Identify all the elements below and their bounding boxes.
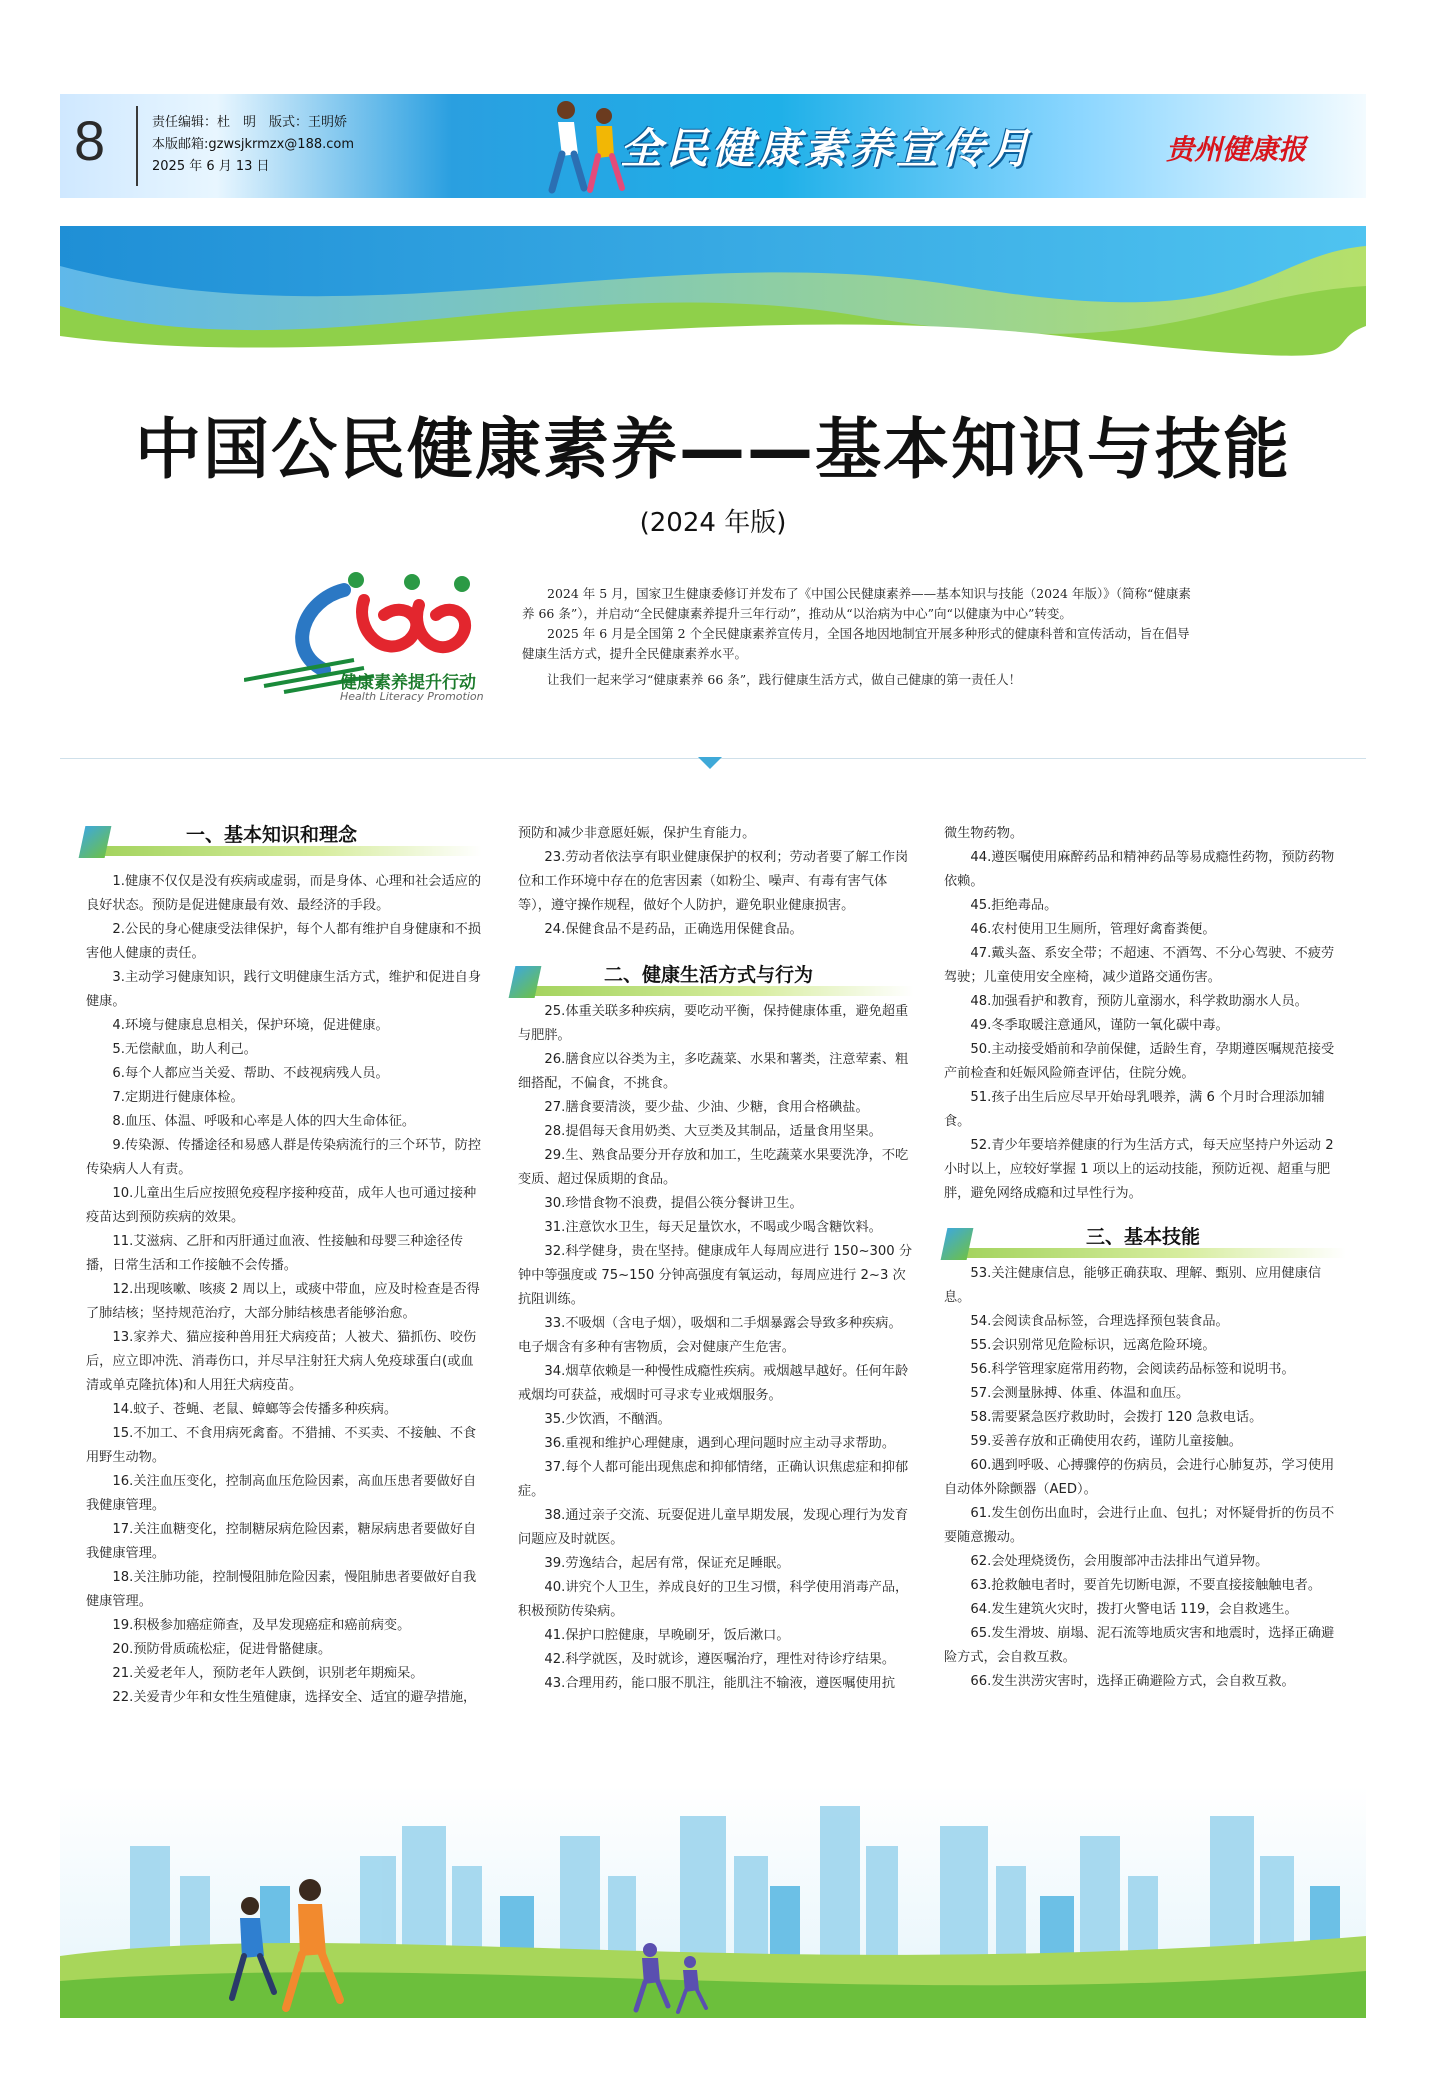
list-item: 24.保健食品不是药品，正确选用保健食品。 xyxy=(544,922,803,937)
column-1 xyxy=(86,870,482,1710)
list-item: 28.提倡每天食用奶类、大豆类及其制品，适量食用坚果。 xyxy=(544,1124,882,1139)
list-item: 66.发生洪涝灾害时，选择正确避险方式，会自救互救。 xyxy=(970,1674,1295,1689)
list-item: 63.抢救触电者时，要首先切断电源，不要直接接触触电者。 xyxy=(970,1578,1322,1593)
list-item: 8.血压、体温、呼吸和心率是人体的四大生命体征。 xyxy=(112,1114,416,1129)
list-item: 39.劳逸结合，起居有常，保证充足睡眠。 xyxy=(544,1556,790,1571)
list-item: 6.每个人都应当关爱、帮助、不歧视病残人员。 xyxy=(112,1066,389,1081)
logo-name-cn: 健康素养提升行动 xyxy=(340,673,476,693)
list-item: 43.合理用药，能口服不肌注，能肌注不输液，遵医嘱使用抗 xyxy=(544,1676,896,1691)
list-item: 31.注意饮水卫生，每天足量饮水，不喝或少喝含糖饮料。 xyxy=(544,1220,882,1235)
list-item: 17.关注血糖变化，控制糖尿病危险因素，糖尿病患者要做好自我健康管理。 xyxy=(86,1522,477,1561)
list-item: 64.发生建筑火灾时，拨打火警电话 119，会自救逃生。 xyxy=(970,1602,1298,1617)
list-item: 3.主动学习健康知识，践行文明健康生活方式，维护和促进自身健康。 xyxy=(86,970,482,1009)
list-item: 57.会测量脉搏、体重、体温和血压。 xyxy=(970,1386,1190,1401)
masthead-info xyxy=(152,112,354,178)
list-item: 1.健康不仅仅是没有疾病或虚弱，而是身体、心理和社会适应的良好状态。预防是促进健康最有效、最经济的手段。 xyxy=(86,874,482,913)
list-item: 59.妥善存放和正确使用农药，谨防儿童接触。 xyxy=(970,1434,1242,1449)
list-item: 47.戴头盔、系安全带；不超速、不酒驾、不分心驾驶、不疲劳驾驶；儿童使用安全座椅，减少道路交通伤害。 xyxy=(944,946,1335,985)
list-item: 37.每个人都可能出现焦虑和抑郁情绪，正确认识焦虑症和抑郁症。 xyxy=(518,1460,909,1499)
logo-name-en: Health Literacy Promotion xyxy=(340,690,484,703)
list-item: 13.家养犬、猫应接种兽用狂犬病疫苗；人被犬、猫抓伤、咬伤后，应立即冲洗、消毒伤口，并尽早注射狂犬病人免疫球蛋白(或血清或单克隆抗体)和人用狂犬病疫苗。 xyxy=(86,1330,477,1393)
list-item: 29.生、熟食品要分开存放和加工，生吃蔬菜水果要洗净，不吃变质、超过保质期的食品。 xyxy=(518,1148,909,1187)
list-item: 16.关注血压变化，控制高血压危险因素，高血压患者要做好自我健康管理。 xyxy=(86,1474,477,1513)
editor-email: 本版邮箱:gzwsjkrmzx@188.com xyxy=(152,137,355,152)
list-item-continued: 预防和减少非意愿妊娠，保护生育能力。 xyxy=(518,826,756,841)
list-item: 36.重视和维护心理健康，遇到心理问题时应主动寻求帮助。 xyxy=(544,1436,896,1451)
list-item: 19.积极参加癌症筛查，及早发现癌症和癌前病变。 xyxy=(112,1618,411,1633)
list-item: 60.遇到呼吸、心搏骤停的伤病员，会进行心肺复苏，学习使用自动体外除颤器（AED）。 xyxy=(944,1458,1335,1497)
list-item: 52.青少年要培养健康的行为生活方式，每天应坚持户外运动 2 小时以上，应较好掌握 1 项以上的运动技能，预防近视、超重与肥胖，避免网络成瘾和过早性行为。 xyxy=(944,1138,1334,1201)
list-item: 20.预防骨质疏松症，促进骨骼健康。 xyxy=(112,1642,332,1657)
list-item: 23.劳动者依法享有职业健康保护的权利；劳动者要了解工作岗位和工作环境中存在的危害因素（如粉尘、噪声、有毒有害气体等），遵守操作规程，做好个人防护，避免职业健康损害。 xyxy=(518,850,909,913)
list-item: 11.艾滋病、乙肝和丙肝通过血液、性接触和母婴三种途径传播，日常生活和工作接触不会传播。 xyxy=(86,1234,464,1273)
list-item: 58.需要紧急医疗救助时，会拨打 120 急救电话。 xyxy=(970,1410,1263,1425)
masthead xyxy=(60,94,1366,198)
column-title: 全民健康素养宣传月 xyxy=(620,124,1035,173)
list-item: 18.关注肺功能，控制慢阻肺危险因素，慢阻肺患者要做好自我健康管理。 xyxy=(86,1570,477,1609)
list-item: 32.科学健身，贵在坚持。健康成年人每周应进行 150~300 分钟中等强度或 75~150 分钟高强度有氧运动，每周应进行 2~3 次抗阻训练。 xyxy=(518,1244,913,1307)
list-item: 30.珍惜食物不浪费，提倡公筷分餐讲卫生。 xyxy=(544,1196,803,1211)
page-title: 中国公民健康素养——基本知识与技能 xyxy=(135,411,1291,488)
list-item: 15.不加工、不食用病死禽畜。不猎捕、不买卖、不接触、不食用野生动物。 xyxy=(86,1426,477,1465)
list-item: 5.无偿献血，助人利己。 xyxy=(112,1042,257,1057)
list-item: 10.儿童出生后应按照免疫程序接种疫苗，成年人也可通过接种疫苗达到预防疾病的效果。 xyxy=(86,1186,477,1225)
edition-label: (2024 年版) xyxy=(639,508,787,538)
page-number: 8 xyxy=(74,109,106,172)
issue-date: 2025 年 6 月 13 日 xyxy=(152,159,270,174)
column-2 xyxy=(518,822,914,1696)
list-item: 50.主动接受婚前和孕前保健，适龄生育，孕期遵医嘱规范接受产前检查和妊娠风险筛查评估，住院分娩。 xyxy=(944,1042,1335,1081)
masthead-divider xyxy=(136,106,138,186)
list-item: 62.会处理烧烫伤，会用腹部冲击法排出气道异物。 xyxy=(970,1554,1269,1569)
list-item: 26.膳食应以谷类为主，多吃蔬菜、水果和薯类，注意荤素、粗细搭配，不偏食，不挑食。 xyxy=(518,1052,909,1091)
list-item: 27.膳食要清淡，要少盐、少油、少糖，食用合格碘盐。 xyxy=(544,1100,869,1115)
wave-banner xyxy=(60,226,1366,366)
list-item: 46.农村使用卫生厕所，管理好禽畜粪便。 xyxy=(970,922,1216,937)
divider-arrow-icon xyxy=(698,757,722,769)
list-item: 40.讲究个人卫生，养成良好的卫生习惯，科学使用消毒产品，积极预防传染病。 xyxy=(518,1580,909,1619)
list-item: 56.科学管理家庭常用药物，会阅读药品标签和说明书。 xyxy=(970,1362,1295,1377)
list-item: 49.冬季取暖注意通风，谨防一氧化碳中毒。 xyxy=(970,1018,1229,1033)
section-title: 三、基本技能 xyxy=(1086,1226,1201,1248)
newspaper-brand: 贵州健康报 xyxy=(1165,133,1306,166)
list-item: 33.不吸烟（含电子烟），吸烟和二手烟暴露会导致多种疾病。电子烟含有多种有害物质，会对健康产生危害。 xyxy=(518,1316,902,1355)
list-item: 4.环境与健康息息相关，保护环境，促进健康。 xyxy=(112,1018,389,1033)
list-item-continued: 微生物药物。 xyxy=(944,826,1024,841)
list-item: 9.传染源、传播途径和易感人群是传染病流行的三个环节，防控传染病人人有责。 xyxy=(86,1138,482,1177)
list-item: 42.科学就医，及时就诊，遵医嘱治疗，理性对待诊疗结果。 xyxy=(544,1652,896,1667)
section-heading-basic-knowledge xyxy=(82,820,482,864)
list-item: 34.烟草依赖是一种慢性成瘾性疾病。戒烟越早越好。任何年龄戒烟均可获益，戒烟时可寻求专业戒烟服务。 xyxy=(518,1364,909,1403)
intro-paragraph: 2025 年 6 月是全国第 2 个全民健康素养宣传月，全国各地因地制宜开展多种形式的健康科普和宣传活动，旨在倡导健康生活方式，提升全民健康素养水平。 xyxy=(522,626,1190,661)
intro-text xyxy=(522,584,1202,690)
list-item: 35.少饮酒，不酗酒。 xyxy=(544,1412,671,1427)
column-3 xyxy=(944,822,1340,1694)
list-item: 65.发生滑坡、崩塌、泥石流等地质灾害和地震时，选择正确避险方式，会自救互救。 xyxy=(944,1626,1335,1665)
editor-credit: 责任编辑：杜 明 版式：王明娇 xyxy=(152,115,348,130)
section-title: 二、健康生活方式与行为 xyxy=(604,964,814,986)
list-item: 44.遵医嘱使用麻醉药品和精神药品等易成瘾性药物，预防药物依赖。 xyxy=(944,850,1335,889)
list-item: 48.加强看护和教育，预防儿童溺水，科学救助溺水人员。 xyxy=(970,994,1308,1009)
list-item: 53.关注健康信息，能够正确获取、理解、甄别、应用健康信息。 xyxy=(944,1266,1322,1305)
list-item: 51.孩子出生后应尽早开始母乳喂养，满 6 个月时合理添加辅食。 xyxy=(944,1090,1325,1129)
list-item: 14.蚊子、苍蝇、老鼠、蟑螂等会传播多种疾病。 xyxy=(112,1402,398,1417)
intro-paragraph: 2024 年 5 月，国家卫生健康委修订并发布了《中国公民健康素养——基本知识与技能（2024 年版）》（简称“健康素养 66 条”），并启动“全民健康素养提升三年行动”，推动从“以治病为中心”向“以健康为中心”转变。 xyxy=(522,586,1191,621)
list-item: 38.通过亲子交流、玩耍促进儿童早期发展，发现心理行为发育问题应及时就医。 xyxy=(518,1508,909,1547)
list-item: 61.发生创伤出血时，会进行止血、包扎；对怀疑骨折的伤员不要随意搬动。 xyxy=(944,1506,1335,1545)
list-item: 41.保护口腔健康，早晚刷牙，饭后漱口。 xyxy=(544,1628,790,1643)
city-skyline-illustration xyxy=(60,1786,1366,2018)
list-item: 45.拒绝毒品。 xyxy=(970,898,1058,913)
intro-paragraph: 让我们一起来学习“健康素养 66 条”，践行健康生活方式，做自己健康的第一责任人！ xyxy=(547,672,1022,687)
list-item: 55.会识别常见危险标识，远离危险环境。 xyxy=(970,1338,1216,1353)
section-title: 一、基本知识和理念 xyxy=(186,824,358,846)
list-item: 12.出现咳嗽、咳痰 2 周以上，或痰中带血，应及时检查是否得了肺结核；坚持规范治疗，大部分肺结核患者能够治愈。 xyxy=(86,1282,480,1321)
list-item: 22.关爱青少年和女性生殖健康，选择安全、适宜的避孕措施， xyxy=(112,1690,477,1705)
list-item: 7.定期进行健康体检。 xyxy=(112,1090,244,1105)
list-item: 54.会阅读食品标签，合理选择预包装食品。 xyxy=(970,1314,1229,1329)
list-item: 21.关爱老年人，预防老年人跌倒，识别老年期痴呆。 xyxy=(112,1666,424,1681)
list-item: 25.体重关联多种疾病，要吃动平衡，保持健康体重，避免超重与肥胖。 xyxy=(518,1004,909,1043)
list-item: 2.公民的身心健康受法律保护，每个人都有维护自身健康和不损害他人健康的责任。 xyxy=(86,922,482,961)
